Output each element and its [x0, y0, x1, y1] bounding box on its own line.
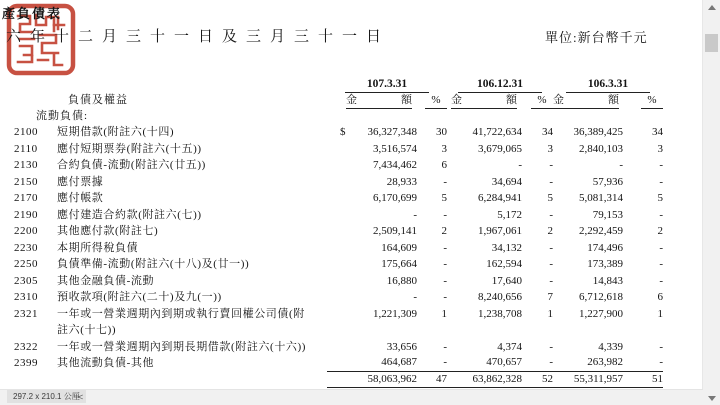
amount-cell: 175,664 — [381, 258, 417, 270]
table-row — [0, 207, 703, 224]
vertical-scrollbar-thumb[interactable] — [705, 34, 718, 52]
percent-cell: - — [659, 159, 663, 171]
percent-cell: - — [443, 208, 447, 221]
vertical-scrollbar[interactable] — [702, 0, 720, 405]
row-code: 2305 — [14, 274, 38, 287]
amount-cell: 2,292,459 — [579, 225, 623, 237]
amount-cell: 263,982 — [553, 355, 623, 372]
row-code: 2321 — [14, 307, 38, 320]
amount-cell: 4,339 — [598, 340, 623, 353]
percent-cell: 2 — [441, 225, 447, 237]
row-code: 2190 — [14, 208, 38, 221]
period-header: 107.3.31 — [327, 76, 447, 93]
row-code: 2100 — [14, 126, 38, 138]
amount-cell: 7,434,462 — [373, 159, 417, 171]
amount-cell: 14,843 — [592, 274, 623, 287]
row-label: 一年或一營業週期內到期或執行賣回權公司債(附 註六(十七)) — [57, 307, 305, 336]
amount-cell: - — [518, 159, 522, 171]
period-header-row — [0, 76, 703, 93]
amount-cell: 16,880 — [386, 274, 417, 287]
percent-cell: - — [549, 340, 553, 353]
amount-cell: 6,170,699 — [373, 192, 417, 204]
amount-cell: 58,063,962 — [327, 372, 417, 389]
row-label: 本期所得稅負債 — [57, 241, 139, 254]
subsection-header: 流動負債: — [36, 110, 89, 122]
amount-cell: 55,311,957 — [553, 372, 623, 389]
row-label: 其他應付款(附註七) — [57, 225, 159, 237]
row-code: 2230 — [14, 241, 38, 254]
percent-cell: 6 — [657, 291, 663, 303]
percent-column-header: % — [641, 93, 663, 109]
percent-cell: - — [443, 175, 447, 188]
row-label: 負債準備-流動(附註六(十八)及(廿一)) — [57, 258, 250, 270]
percent-cell: 1 — [547, 307, 553, 320]
percent-cell: - — [443, 274, 447, 287]
percent-cell: - — [659, 258, 663, 270]
amount-column-header: 金額 — [346, 93, 412, 109]
percent-cell: - — [549, 274, 553, 287]
amount-cell: 2,840,103 — [579, 142, 623, 155]
row-label: 預收款項(附註六(二十)及九(一)) — [57, 291, 222, 303]
percent-column-header: % — [531, 93, 553, 109]
amount-cell: 57,936 — [592, 175, 623, 188]
percent-cell: - — [659, 208, 663, 221]
amount-cell: 63,862,328 — [447, 372, 522, 389]
percent-cell: - — [522, 355, 553, 372]
amount-cell: 17,640 — [491, 274, 522, 287]
amount-cell: 6,284,941 — [478, 192, 522, 204]
percent-cell: - — [659, 241, 663, 254]
percent-cell: 1 — [441, 307, 447, 320]
period-header: 106.12.31 — [447, 76, 553, 93]
percent-cell: - — [443, 241, 447, 254]
amount-cell: 34,694 — [491, 175, 522, 188]
row-code: 2130 — [14, 159, 38, 171]
table-row — [0, 372, 703, 389]
percent-cell: 2 — [657, 225, 663, 237]
percent-cell: 5 — [657, 192, 663, 204]
table-row — [0, 190, 703, 207]
table-row — [0, 289, 703, 306]
scroll-up-arrow-icon[interactable] — [708, 5, 716, 10]
row-label: 應付建造合約款(附註六(七)) — [57, 208, 202, 221]
section-header: 負債及權益 — [68, 94, 128, 106]
status-bar — [0, 389, 703, 405]
amount-cell: - — [413, 291, 417, 303]
balance-sheet-table — [0, 76, 703, 388]
table-row — [0, 240, 703, 257]
period-header: 106.3.31 — [553, 76, 663, 93]
column-header-row — [0, 93, 703, 109]
percent-cell: 47 — [417, 372, 447, 389]
percent-cell: 1 — [657, 307, 663, 320]
row-code: 2110 — [14, 142, 38, 155]
percent-cell: - — [659, 340, 663, 353]
amount-column-header: 金額 — [553, 93, 619, 109]
amount-cell: 8,240,656 — [478, 291, 522, 303]
percent-cell: 34 — [652, 126, 663, 138]
amount-cell: 5,172 — [497, 208, 522, 221]
row-label: 其他流動負債-其他 — [57, 357, 155, 369]
row-code: 2250 — [14, 258, 38, 270]
amount-cell: 464,687 — [327, 355, 417, 372]
row-code: 2150 — [14, 175, 38, 188]
table-row — [0, 223, 703, 240]
table-rows — [0, 124, 703, 388]
amount-cell: 1,238,708 — [478, 307, 522, 320]
table-row — [0, 355, 703, 372]
amount-cell: 1,221,309 — [373, 307, 417, 320]
amount-cell: 2,509,141 — [373, 225, 417, 237]
amount-cell: 4,374 — [497, 340, 522, 353]
row-code: 2170 — [14, 192, 38, 204]
scroll-down-arrow-icon[interactable] — [708, 396, 716, 401]
table-row — [0, 141, 703, 158]
percent-cell: - — [549, 175, 553, 188]
unit-label: 單位:新台幣千元 — [545, 30, 648, 45]
row-code: 2399 — [14, 357, 38, 369]
amount-cell: 164,609 — [381, 241, 417, 254]
percent-cell: - — [549, 241, 553, 254]
percent-column-header: % — [425, 93, 447, 109]
amount-cell: - — [413, 208, 417, 221]
row-label: 其他金融負債-流動 — [57, 274, 155, 287]
amount-cell: 79,153 — [592, 208, 623, 221]
amount-cell: 6,712,618 — [579, 291, 623, 303]
percent-cell: 2 — [547, 225, 553, 237]
amount-cell: 174,496 — [587, 241, 623, 254]
report-title: 產負債表 — [2, 6, 63, 21]
percent-cell: 3 — [441, 142, 447, 155]
row-label: 合約負債-流動(附註六(廿五)) — [57, 159, 206, 171]
amount-cell: 1,967,061 — [478, 225, 522, 237]
amount-column-header: 金額 — [451, 93, 517, 109]
percent-cell: 5 — [441, 192, 447, 204]
amount-cell: 34,132 — [491, 241, 522, 254]
amount-cell: 1,227,900 — [579, 307, 623, 320]
table-row — [0, 124, 703, 141]
percent-cell: - — [417, 355, 447, 372]
row-label: 應付票據 — [57, 175, 104, 188]
amount-cell: 173,389 — [587, 258, 623, 270]
amount-cell: 3,516,574 — [373, 142, 417, 155]
amount-cell: 162,594 — [486, 258, 522, 270]
table-row — [0, 174, 703, 191]
percent-cell: 5 — [547, 192, 553, 204]
table-row — [0, 306, 703, 339]
row-code: 2200 — [14, 225, 38, 237]
amount-cell: 3,679,065 — [478, 142, 522, 155]
percent-cell: - — [623, 355, 663, 372]
amount-cell: 33,656 — [386, 340, 417, 353]
percent-cell: 52 — [522, 372, 553, 389]
percent-cell: 34 — [542, 126, 553, 138]
percent-cell: - — [443, 340, 447, 353]
percent-cell: 3 — [547, 142, 553, 155]
amount-cell: 470,657 — [447, 355, 522, 372]
row-label: 應付帳款 — [57, 192, 104, 204]
percent-cell: - — [659, 274, 663, 287]
page-size-indicator: 297.2 x 210.1 公厘 — [7, 390, 86, 403]
table-row — [0, 157, 703, 174]
percent-cell: - — [549, 159, 553, 171]
percent-cell: 3 — [657, 142, 663, 155]
amount-cell: - — [619, 159, 623, 171]
percent-cell: - — [443, 258, 447, 270]
table-row — [0, 339, 703, 356]
percent-cell: 30 — [436, 126, 447, 138]
currency-symbol: $ — [340, 126, 346, 138]
percent-cell: - — [549, 258, 553, 270]
table-row — [0, 256, 703, 273]
percent-cell: 51 — [623, 372, 663, 389]
percent-cell: - — [443, 291, 447, 303]
row-code: 2310 — [14, 291, 38, 303]
row-code: 2322 — [14, 340, 38, 353]
percent-cell: - — [549, 208, 553, 221]
scroll-left-arrow-icon[interactable]: < — [78, 392, 84, 402]
row-label: 應付短期票券(附註六(十五)) — [57, 142, 202, 155]
table-row — [0, 273, 703, 290]
amount-cell: 28,933 — [386, 175, 417, 188]
report-date-line: 六年十二月三十一日及三月三十一日 — [6, 29, 391, 45]
amount-cell: 5,081,314 — [579, 192, 623, 204]
percent-cell: - — [659, 175, 663, 188]
amount-cell: 36,389,425 — [573, 126, 623, 138]
percent-cell: 6 — [441, 159, 447, 171]
row-label: 一年或一營業週期內到期長期借款(附註六(十六)) — [57, 340, 307, 353]
row-label: 短期借款(附註六(十四) — [57, 126, 175, 138]
amount-cell: $ 36,327,348 — [327, 124, 417, 141]
amount-cell: 41,722,634 — [472, 126, 522, 138]
percent-cell: 7 — [547, 291, 553, 303]
